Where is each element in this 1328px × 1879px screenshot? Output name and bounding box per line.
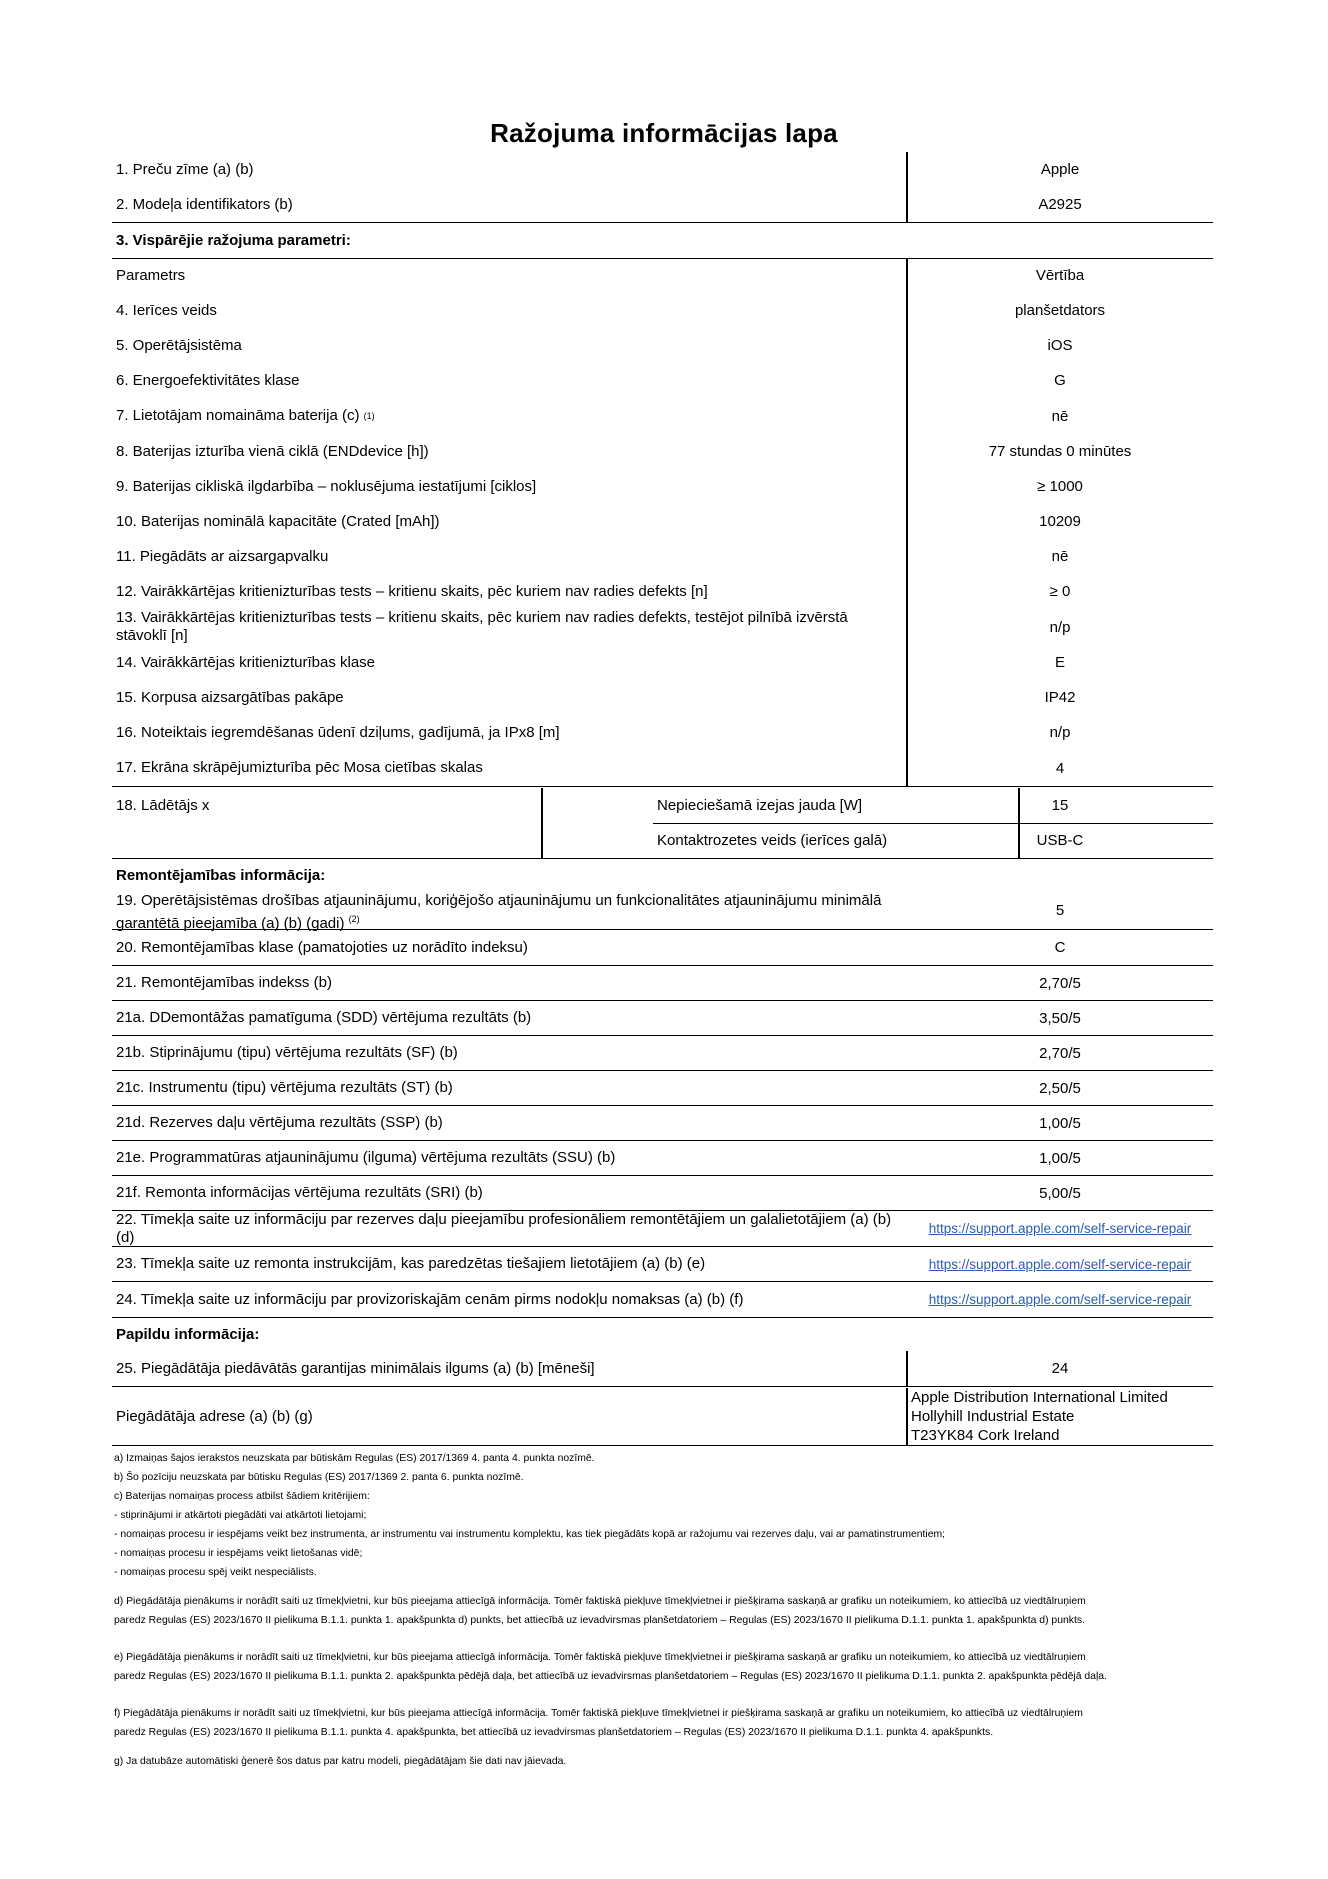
row-label: Piegādātāja adrese (a) (b) (g) [116, 1407, 313, 1425]
row-repair-class [112, 930, 1213, 966]
row-label: 21a. DDemontāžas pamatīguma (SDD) vērtējuma rezultāts (b) [116, 1009, 532, 1026]
footnote: g) Ja datubāze automātiski ģenerē šos datus par katru modeli, piegādātājam šie dati nav jāievada. [114, 1756, 567, 1767]
row-label-text: 7. Lietotājam nomaināma baterija (c) [116, 407, 360, 424]
footnote: d) Piegādātāja pienākums ir norādīt saiti uz tīmekļvietni, kur būs pieejama attiecīgā informācija. Tomēr faktiskā piekļuve tīmekļvietnei ir piešķirama saskaņā ar grafiku un noteikumiem, ko attiecībā uz viedtālruņiem [114, 1596, 1086, 1607]
row-label [116, 891, 906, 930]
row-value: n/p [1049, 618, 1071, 636]
section-heading: Remontējamības informācija: [116, 867, 326, 884]
prices-link[interactable]: https://support.apple.com/self-service-repair [928, 1292, 1192, 1307]
row-label: 21d. Rezerves daļu vērtējuma rezultāts (SSP) (b) [116, 1114, 443, 1131]
row-label: 6. Energoefektivitātes klase [116, 371, 300, 389]
row-label: 20. Remontējamības klase (pamatojoties uz norādīto indeksu) [116, 938, 528, 956]
row-label: 21e. Programmatūras atjauninājumu (ilguma) vērtējuma rezultāts (SSU) (b) [116, 1149, 616, 1166]
row-value: 2,70/5 [1039, 974, 1081, 992]
footnote: paredz Regulas (ES) 2023/1670 II pielikuma B.1.1. punkta 4. apakšpunkta, bet attiecībā uz ievadvirsmas planšetdatoriem – Regulas (ES) 2023/1670 II pielikuma D.1.1. punkta 4. apakšpunkts. [114, 1727, 994, 1738]
row-label: 25. Piegādātāja piedāvātās garantijas minimālais ilgums (a) (b) [mēneši] [116, 1359, 595, 1377]
address-line: Apple Distribution International Limited [911, 1389, 1168, 1406]
row-value: A2925 [1038, 196, 1082, 213]
repair-instructions-link[interactable]: https://support.apple.com/self-service-repair [928, 1256, 1192, 1272]
row-value: nē [1051, 548, 1069, 565]
row-immersion-depth [112, 715, 1213, 750]
row-label: 4. Ierīces veids [116, 301, 217, 319]
row-repair-instructions-link [112, 1247, 1213, 1282]
row-sri [112, 1176, 1213, 1211]
footnote: c) Baterijas nomaiņas process atbilst šādiem kritērijiem: [114, 1491, 370, 1502]
row-label-text: 19. Operētājsistēmas drošības atjauninājumu, koriģējošo atjauninājumu un funkcionalitātes atjauninājumu minimālā garantētā pieejamība (a) (b) (gadi) [116, 892, 882, 932]
footnote-ref: (2) [348, 914, 360, 924]
row-label: 21. Remontējamības indekss (b) [116, 974, 332, 991]
row-label: 14. Vairākkārtējas kritienizturības klase [116, 653, 375, 671]
footnote: b) Šo pozīciju neuzskata par būtisku Regulas (ES) 2017/1369 2. panta 6. punkta nozīmē. [114, 1472, 524, 1483]
row-label: 22. Tīmekļa saite uz informāciju par rezerves daļu pieejamību profesionāliem remontētājiem un galalietotājiem (a) (b) (d) [116, 1210, 892, 1246]
row-label: 15. Korpusa aizsargātības pakāpe [116, 688, 344, 706]
row-value: USB-C [1036, 832, 1084, 849]
row-label: 1. Preču zīme (a) (b) [116, 160, 254, 178]
row-value: 1,00/5 [1039, 1149, 1081, 1167]
section-heading-additional [112, 1318, 1213, 1351]
row-label: 11. Piegādāts ar aizsargapvalku [116, 547, 329, 565]
section-heading-repairability [112, 861, 1213, 891]
section-heading: Papildu informācija: [116, 1325, 260, 1343]
row-value: 15 [1051, 797, 1069, 814]
row-st [112, 1071, 1213, 1106]
row-scratch-resistance [112, 750, 1213, 787]
row-label: Parametrs [116, 266, 186, 284]
row-label: 24. Tīmekļa saite uz informāciju par provizoriskajām cenām pirms nodokļu nomaksas (a) (b) (f) [116, 1290, 744, 1308]
row-spare-parts-link [112, 1211, 1213, 1247]
row-value: n/p [1049, 724, 1071, 741]
row-supplier-address [112, 1388, 1213, 1446]
address-line: T23YK84 Cork Ireland [911, 1427, 1060, 1444]
row-drop-test [112, 574, 1213, 609]
row-value: 2,50/5 [1039, 1079, 1081, 1097]
row-value: E [1054, 654, 1065, 671]
row-label: 5. Operētājsistēma [116, 336, 242, 354]
row-warranty [112, 1351, 1213, 1387]
row-label: 2. Modeļa identifikators (b) [116, 195, 293, 213]
footnote: paredz Regulas (ES) 2023/1670 II pielikuma B.1.1. punkta 2. apakšpunkta pēdējā daļa, bet attiecībā uz ievadvirsmas planšetdatoriem – Regulas (ES) 2023/1670 II pielikuma D.1.1. punkta 2. apakšpunkta pēdējā daļa. [114, 1671, 1107, 1682]
row-value: 5 [1055, 901, 1065, 919]
row-prices-link [112, 1282, 1213, 1318]
row-value: IP42 [1044, 689, 1076, 706]
row-os [112, 328, 1213, 363]
row-sublabel: Nepieciešamā izejas jauda [W] [657, 797, 863, 814]
row-value: ≥ 1000 [1037, 478, 1083, 495]
row-ssu [112, 1141, 1213, 1176]
row-value: iOS [1047, 337, 1073, 354]
row-label: 18. Lādētājs x [116, 796, 210, 814]
charger-bottom-rule [112, 823, 653, 859]
footnote: e) Piegādātāja pienākums ir norādīt saiti uz tīmekļvietni, kur būs pieejama attiecīgā informācija. Tomēr faktiskā piekļuve tīmekļvietnei ir piešķirama saskaņā ar grafiku un noteikumiem, ko attiecībā uz viedtālruņiem [114, 1652, 1086, 1663]
row-energy-class [112, 363, 1213, 398]
footnote: a) Izmaiņas šajos ierakstos neuzskata par būtiskām Regulas (ES) 2017/1369 4. panta 4. punkta nozīmē. [114, 1453, 595, 1464]
row-sublabel: Kontaktrozetes veids (ierīces galā) [657, 832, 888, 849]
row-value: G [1054, 372, 1066, 389]
row-value: 77 stundas 0 minūtes [988, 443, 1132, 460]
row-drop-test-unfolded [112, 609, 1213, 645]
column-divider [1018, 788, 1020, 859]
row-label: 12. Vairākkārtējas kritienizturības tests – kritienu skaits, pēc kuriem nav radies defekts [n] [116, 582, 708, 600]
row-label: 8. Baterijas izturība vienā ciklā (ENDdevice [h]) [116, 442, 429, 460]
column-divider [906, 1388, 908, 1445]
row-label: 16. Noteiktais iegremdēšanas ūdenī dziļums, gadījumā, ja IPx8 [m] [116, 723, 560, 741]
row-model [112, 187, 1213, 223]
row-value: planšetdators [1014, 302, 1106, 319]
row-value: nē [1051, 407, 1069, 425]
footnote: - stiprinājumi ir atkārtoti piegādāti vai atkārtoti lietojami; [114, 1510, 367, 1521]
row-value: 4 [1055, 759, 1065, 777]
row-value: 1,00/5 [1039, 1114, 1081, 1132]
row-os-updates [112, 891, 1213, 930]
row-value: Vērtība [1035, 267, 1085, 284]
row-replaceable-battery [112, 398, 1213, 434]
row-value: 24 [1051, 1360, 1069, 1377]
row-label: 13. Vairākkārtējas kritienizturības tests – kritienu skaits, pēc kuriem nav radies defekts, testējot pilnībā izvērstā stāvoklī [n] [116, 609, 848, 644]
footnote-ref: (1) [363, 411, 375, 421]
section-heading-general [112, 223, 1213, 259]
row-battery-cycles [112, 469, 1213, 504]
row-label: 23. Tīmekļa saite uz remonta instrukcijām, kas paredzētas tiešajiem lietotājiem (a) (b) (e) [116, 1255, 706, 1272]
row-charger-connector [653, 823, 1213, 859]
row-label: 10. Baterijas nominālā kapacitāte (Crated [mAh]) [116, 512, 440, 530]
spare-parts-link[interactable]: https://support.apple.com/self-service-repair [928, 1221, 1192, 1236]
row-ingress-protection [112, 680, 1213, 715]
row-sdd [112, 1001, 1213, 1036]
row-parameter-header [112, 258, 1213, 293]
row-value: Apple [1040, 161, 1080, 178]
supplier-address [907, 1388, 1213, 1445]
row-battery-endurance [112, 434, 1213, 469]
row-brand [112, 152, 1213, 187]
row-value: 5,00/5 [1039, 1184, 1081, 1202]
footnote: - nomaiņas procesu ir iespējams veikt lietošanas vidē; [114, 1548, 363, 1559]
footnote: - nomaiņas procesu ir iespējams veikt bez instrumenta, ar instrumentu vai instrumentu komplektu, kas tiek piegādāts kopā ar ražojumu vai rezerves daļu, vai ar pamatinstrumentiem; [114, 1529, 946, 1540]
row-label: 9. Baterijas cikliskā ilgdarbība – noklusējuma iestatījumi [ciklos] [116, 477, 537, 495]
page-title: Ražojuma informācijas lapa [490, 118, 838, 148]
row-sf [112, 1036, 1213, 1071]
row-value: ≥ 0 [1049, 583, 1071, 600]
section-heading: 3. Vispārējie ražojuma parametri: [116, 231, 351, 249]
row-value: 3,50/5 [1039, 1009, 1081, 1027]
address-line: Hollyhill Industrial Estate [911, 1408, 1075, 1425]
footnote: paredz Regulas (ES) 2023/1670 II pielikuma B.1.1. punkta 1. apakšpunkta d) punkts, bet attiecībā uz ievadvirsmas planšetdatoriem – Regulas (ES) 2023/1670 II pielikuma D.1.1. punkta 1. apakšpunkta d) punkts. [114, 1615, 1085, 1626]
footnotes [114, 1449, 1194, 1771]
row-value: 10209 [1039, 513, 1081, 530]
row-value: 2,70/5 [1039, 1044, 1081, 1062]
row-charger-power [653, 788, 1213, 824]
row-device-type [112, 293, 1213, 328]
row-label: 21f. Remonta informācijas vērtējuma rezultāts (SRI) (b) [116, 1184, 483, 1201]
row-label: 21c. Instrumentu (tipu) vērtējuma rezultāts (ST) (b) [116, 1079, 453, 1096]
row-repair-index [112, 966, 1213, 1001]
row-label: 17. Ekrāna skrāpējumizturība pēc Mosa cietības skalas [116, 759, 483, 776]
row-protective-case [112, 539, 1213, 574]
row-value: C [1054, 939, 1066, 956]
row-battery-capacity [112, 504, 1213, 539]
row-label [116, 398, 906, 434]
row-label: 21b. Stiprinājumu (tipu) vērtējuma rezultāts (SF) (b) [116, 1044, 458, 1061]
row-drop-class [112, 645, 1213, 680]
row-ssp [112, 1106, 1213, 1141]
footnote: - nomaiņas procesu spēj veikt nespeciālists. [114, 1567, 317, 1578]
footnote: f) Piegādātāja pienākums ir norādīt saiti uz tīmekļvietni, kur būs pieejama attiecīgā informācija. Tomēr faktiskā piekļuve tīmekļvietnei ir piešķirama saskaņā ar grafiku un noteikumiem, ko attiecībā uz viedtālruņiem [114, 1708, 1083, 1719]
